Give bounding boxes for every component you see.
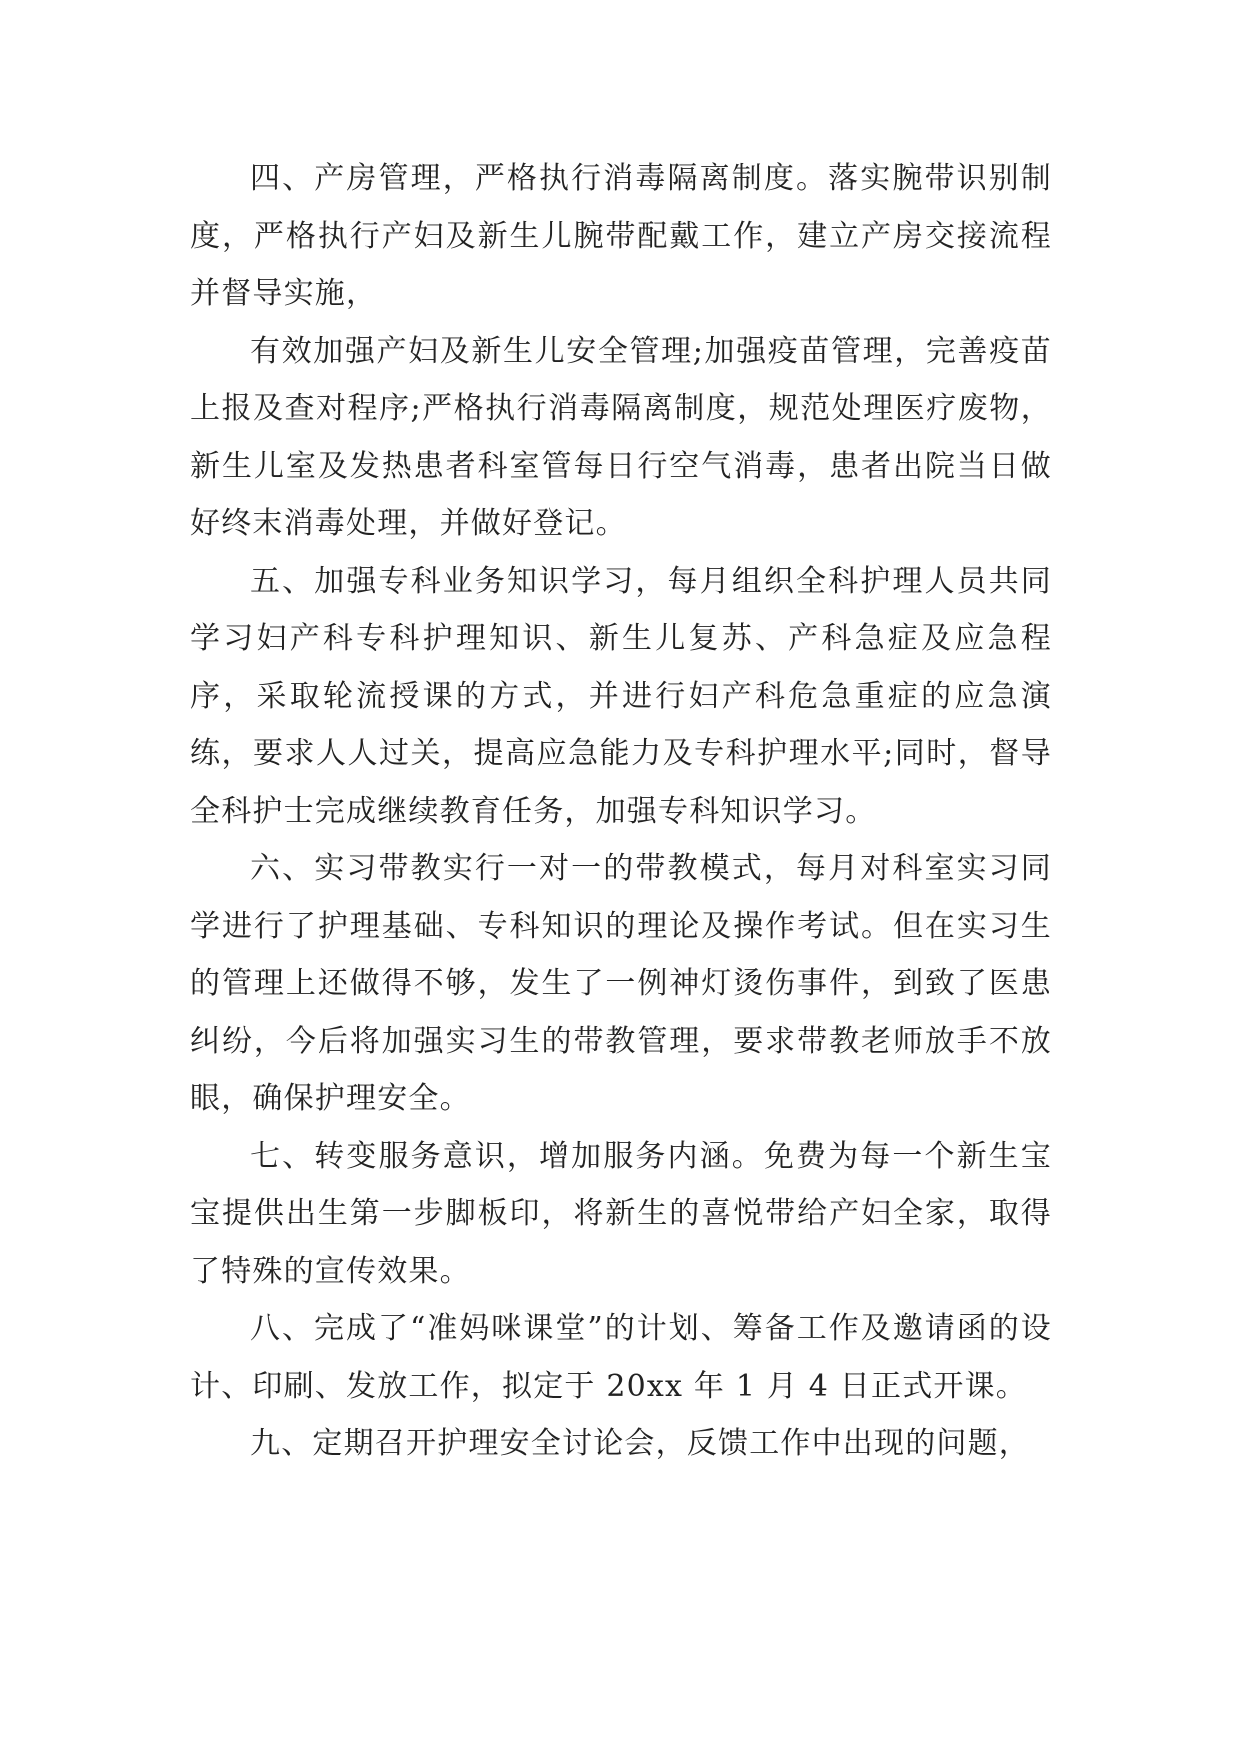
paragraph-mom-classroom: 八、完成了“准妈咪课堂”的计划、筹备工作及邀请函的设计、印刷、发放工作，拟定于 20xx 年 1 月 4 日正式开课。 xyxy=(190,1311,1052,1404)
paragraph-safety-meeting: 九、定期召开护理安全讨论会，反馈工作中出现的问题， xyxy=(250,1426,1030,1461)
paragraph-intern-teaching: 六、实习带教实行一对一的带教模式，每月对科室实习同学进行了护理基础、专科知识的理论及操作考试。但在实习生的管理上还做得不够，发生了一例神灯烫伤事件，到致了医患纠纷，今后将加强实习生的带教管理，要求带教老师放手不放眼，确保护理安全。 xyxy=(190,851,1052,1116)
paragraph-safety-management: 有效加强产妇及新生儿安全管理;加强疫苗管理，完善疫苗上报及查对程序;严格执行消毒隔离制度，规范处理医疗废物，新生儿室及发热患者科室管每日行空气消毒，患者出院当日做好终末消毒处理，并做好登记。 xyxy=(190,333,1052,541)
paragraph-delivery-room: 四、产房管理，严格执行消毒隔离制度。落实腕带识别制度，严格执行产妇及新生儿腕带配戴工作，建立产房交接流程并督导实施， xyxy=(190,161,1052,311)
paragraph-service-awareness: 七、转变服务意识，增加服务内涵。免费为每一个新生宝宝提供出生第一步脚板印，将新生的喜悦带给产妇全家，取得了特殊的宣传效果。 xyxy=(190,1138,1052,1289)
paragraph-specialty-training: 五、加强专科业务知识学习，每月组织全科护理人员共同学习妇产科专科护理知识、新生儿复苏、产科急症及应急程序，采取轮流授课的方式，并进行妇产科危急重症的应急演练，要求人人过关，提高应急能力及专科护理水平;同时，督导全科护士完成继续教育任务，加强专科知识学习。 xyxy=(190,563,1052,829)
document-body xyxy=(190,150,1052,1473)
